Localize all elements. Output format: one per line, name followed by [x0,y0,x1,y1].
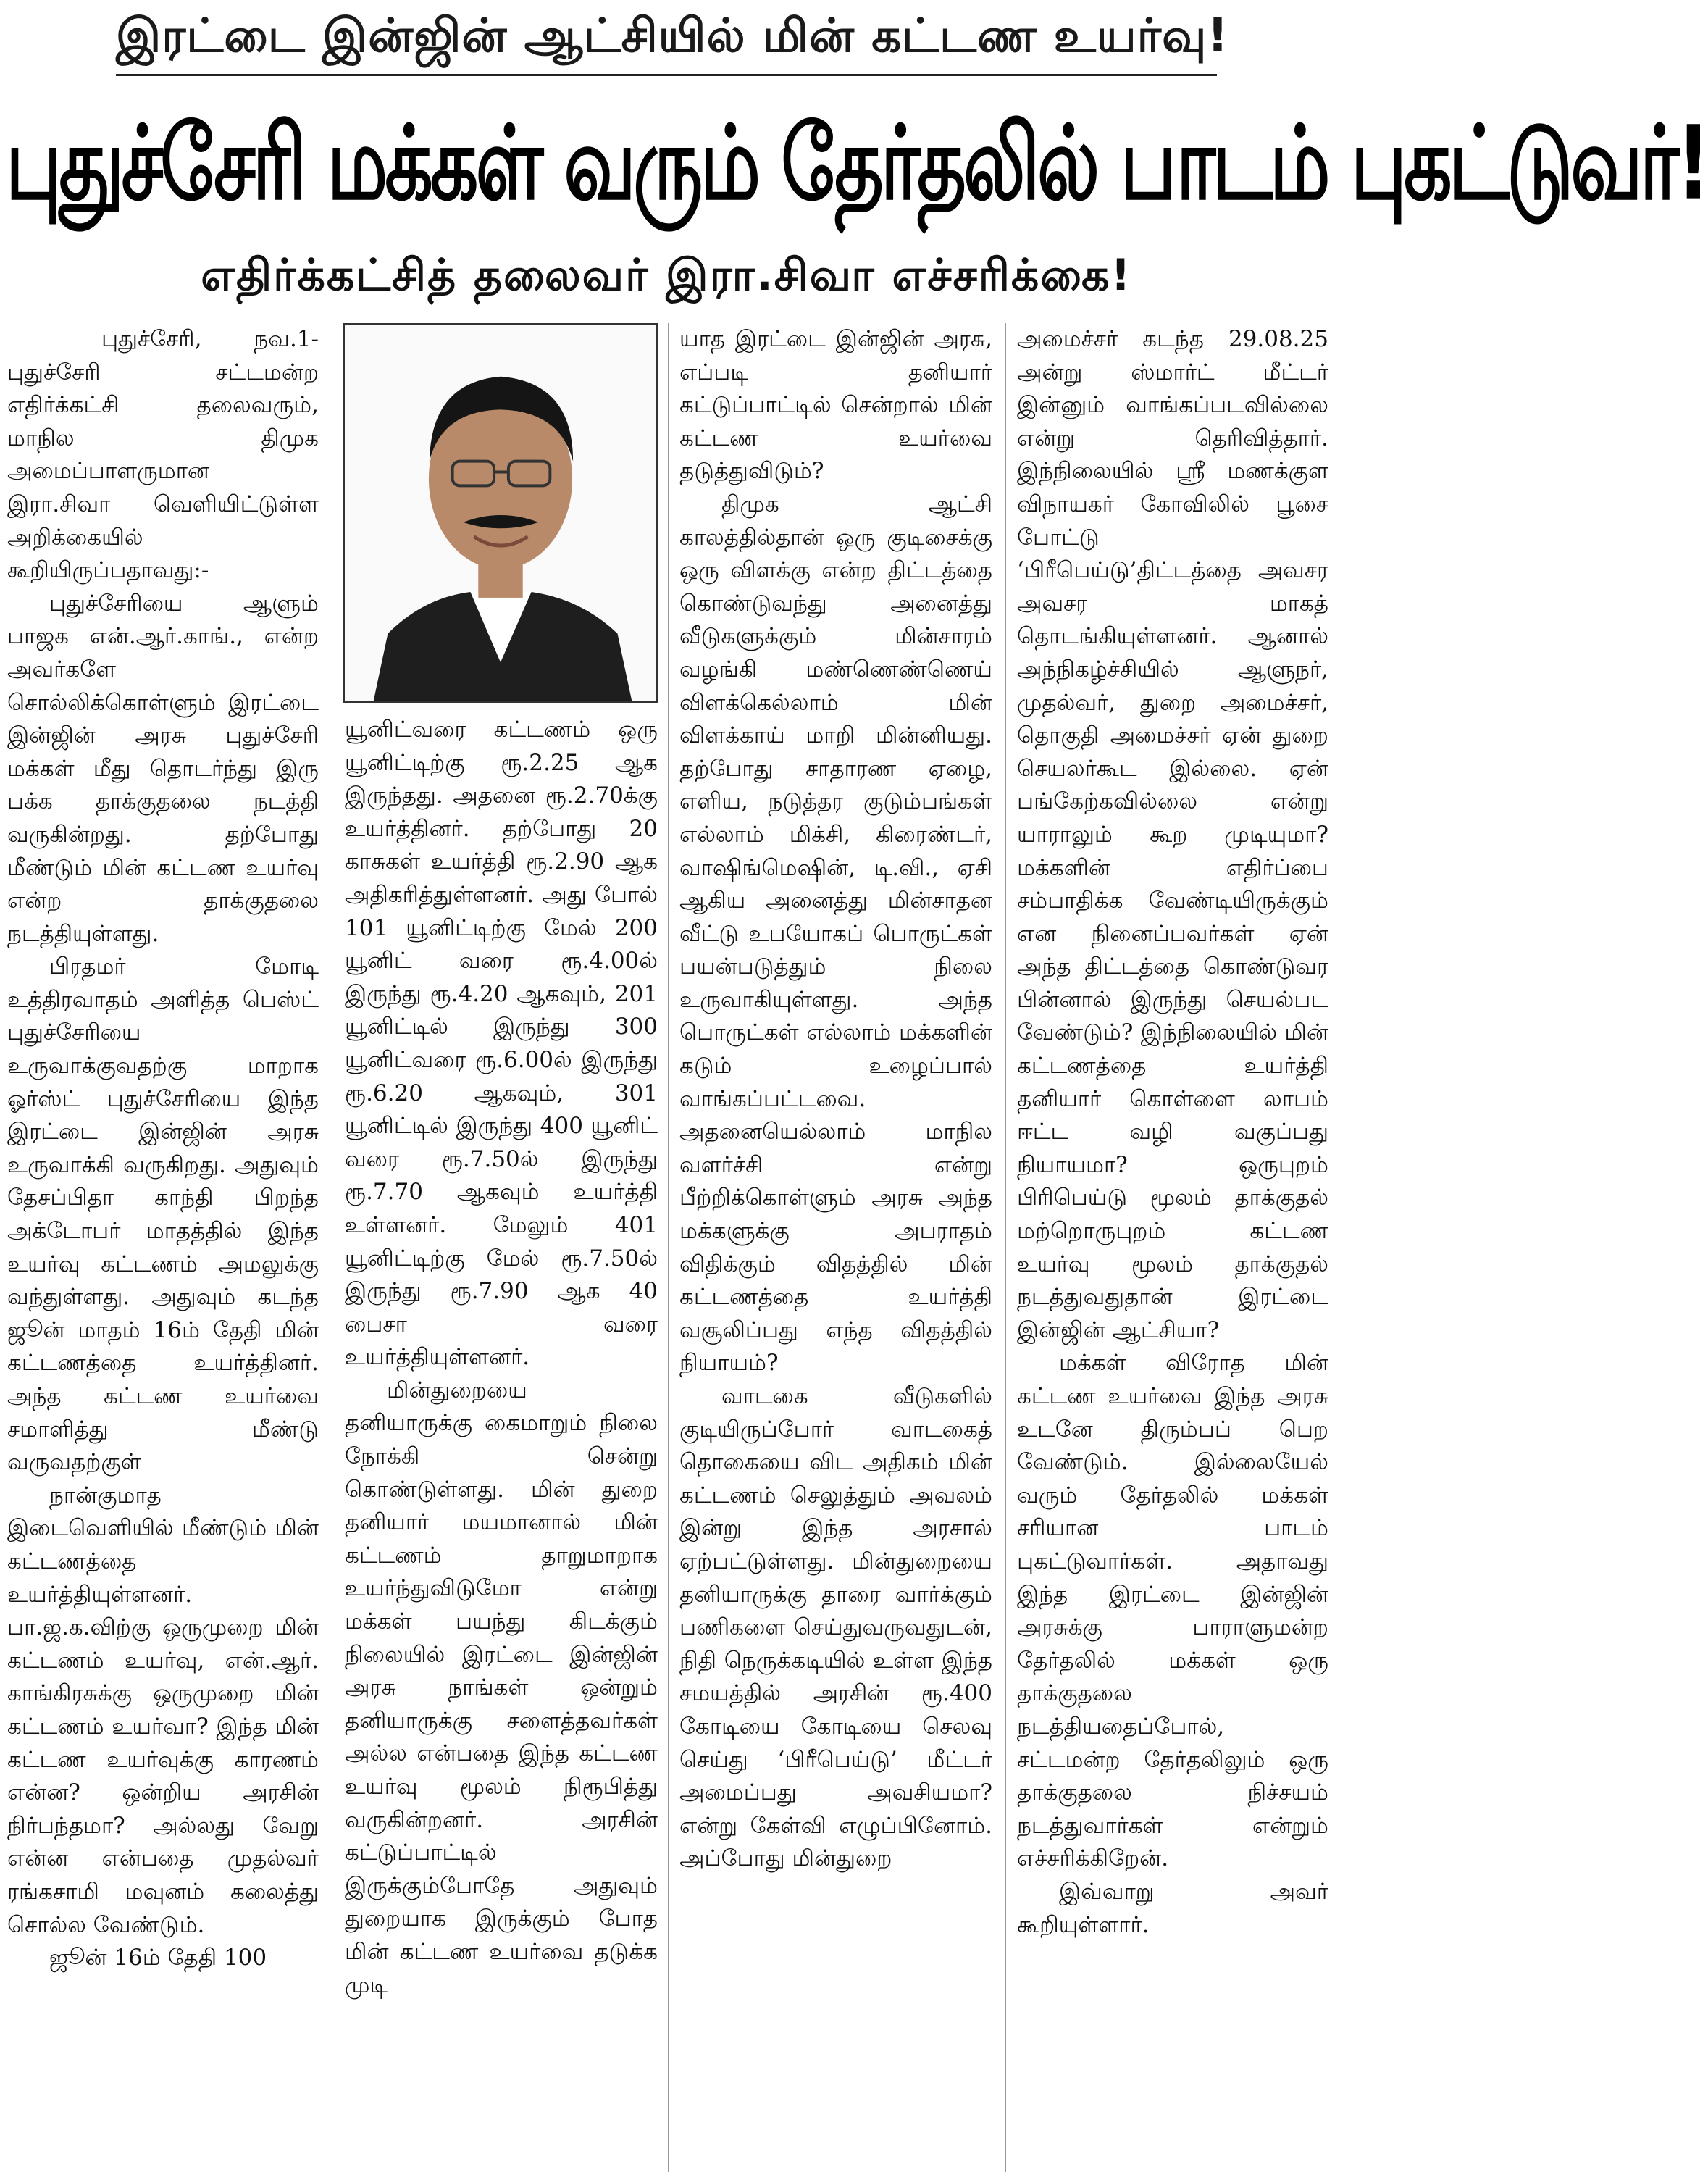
col1-para-2: புதுச்சேரியை ஆளும் பாஜக என்.ஆர்.காங்., என்ற அவர்களே சொல்லிக்கொள்ளும் இரட்டை இன்ஜின் அரசு புதுச்சேரி மக்கள் மீது தொடர்ந்து இரு பக்க தாக்குதலை நடத்தி வருகின்றது. தற்போது மீண்டும் மின் கட்டண உயர்வு என்ற தாக்குதலை நடத்தியுள்ளது. [7,590,319,947]
col3-para-1: யாத இரட்டை இன்ஜின் அரசு, எப்படி தனியார் கட்டுப்பாட்டில் சென்றால் மின் கட்டண உயர்வை தடுத்துவிடும்? [679,326,992,485]
kicker-underline [116,74,1217,76]
col1-para-4: நான்குமாத இடைவெளியில் மீண்டும் மின் கட்டணத்தை உயர்த்தியுள்ளனர். பா.ஜ.க.விற்கு ஒருமுறை மின் கட்டணம் உயர்வு, என்.ஆர். காங்கிரசுக்கு ஒருமுறை மின் கட்டணம் உயர்வா? இந்த மின் கட்டண உயர்வுக்கு காரணம் என்ன? ஒன்றிய அரசின் நிர்பந்தமா? அல்லது வேறு என்ன என்பதை முதல்வர் ரங்கசாமி மவுனம் கலைத்து சொல்ல வேண்டும். [7,1482,319,1938]
column-3 [679,323,992,2172]
col2-para-2: மின்துறையை தனியாருக்கு கைமாறும் நிலை நோக்கி சென்று கொண்டுள்ளது. மின் துறை தனியார் மயமானால் மின் கட்டணம் தாறுமாறாக உயர்ந்துவிடுமோ என்று மக்கள் பயந்து கிடக்கும் நிலையில் இரட்டை இன்ஜின் அரசு நாங்கள் ஒன்றும் தனியாருக்கு சளைத்தவர்கள் அல்ல என்பதை இந்த கட்டண உயர்வு மூலம் நிரூபித்து வருகின்றனர். அரசின் கட்டுப்பாட்டில் இருக்கும்போதே அதுவும் துறையாக இருக்கும் போத மின் கட்டண உயர்வை தடுக்க முடி [345,1377,658,1998]
column-divider-3 [1005,323,1006,2172]
col4-para-1: அமைச்சர் கடந்த 29.08.25 அன்று ஸ்மார்ட் மீட்டர் இன்னும் வாங்கப்படவில்லை என்று தெரிவித்தார். இந்நிலையில் ஸ்ரீ மணக்குள விநாயகர் கோவிலில் பூசை போட்டு ‘பிரீபெய்டு’திட்டத்தை அவசர அவசர மாகத் தொடங்கியுள்ளனர். ஆனால் அந்நிகழ்ச்சியில் ஆளுநர், முதல்வர், துறை அமைச்சர், தொகுதி அமைச்சர் ஏன் துறை செயலர்கூட இல்லை. ஏன் பங்கேற்கவில்லை என்று யாராலும் கூற முடியுமா? மக்களின் எதிர்ப்பை சம்பாதிக்க வேண்டியிருக்கும் என நினைப்பவர்கள் ஏன் அந்த திட்டத்தை கொண்டுவர பின்னால் இருந்து செயல்பட வேண்டும்? இந்நிலையில் மின் கட்டணத்தை உயர்த்தி தனியார் கொள்ளை லாபம் ஈட்ட வழி வகுப்பது நியாயமா? ஒருபுறம் பிரிபெய்டு மூலம் தாக்குதல் மற்றொருபுறம் கட்டண உயர்வு மூலம் தாக்குதல் நடத்துவதுதான் இரட்டை இன்ஜின் ஆட்சியா? [1017,326,1328,1343]
portrait-photo [343,323,658,703]
col1-para-5: ஜூன் 16ம் தேதி 100 [49,1945,267,1971]
column-2 [345,714,658,2172]
column-divider-2 [668,323,669,2172]
col1-para-3: பிரதமர் மோடி உத்திரவாதம் அளித்த பெஸ்ட் புதுச்சேரியை உருவாக்குவதற்கு மாறாக ஓர்ஸ்ட் புதுச்சேரியை இந்த இரட்டை இன்ஜின் அரசு உருவாக்கி வருகிறது. அதுவும் தேசப்பிதா காந்தி பிறந்த அக்டோபர் மாதத்தில் இந்த உயர்வு கட்டணம் அமலுக்கு வந்துள்ளது. அதுவும் கடந்த ஜூன் மாதம் 16ம் தேதி மின் கட்டணத்தை உயர்த்தினர். அந்த கட்டண உயர்வை சமாளித்து மீண்டு வருவதற்குள் [7,953,319,1476]
column-1 [7,323,319,2172]
column-4 [1017,323,1328,2172]
col2-para-1: யூனிட்வரை கட்டணம் ஒரு யூனிட்டிற்கு ரூ.2.25 ஆக இருந்தது. அதனை ரூ.2.70க்கு உயர்த்தினர். தற்போது 20 காசுகள் உயர்த்தி ரூ.2.90 ஆக அதிகரித்துள்ளனர். அது போல் 101 யூனிட்டிற்கு மேல் 200 யூனிட் வரை ரூ.4.00ல் இருந்து ரூ.4.20 ஆகவும், 201 யூனிட்டில் இருந்து 300 யூனிட்வரை ரூ.6.00ல் இருந்து ரூ.6.20 ஆகவும், 301 யூனிட்டில் இருந்து 400 யூனிட் வரை ரூ.7.50ல் இருந்து ரூ.7.70 ஆகவும் உயர்த்தி உள்ளனர். மேலும் 401 யூனிட்டிற்கு மேல் ரூ.7.50ல் இருந்து ரூ.7.90 ஆக 40 பைசா வரை உயர்த்தியுள்ளனர். [345,717,658,1371]
main-headline: புதுச்சேரி மக்கள் வரும் தேர்தலில் பாடம் புகட்டுவர்! [6,103,1708,223]
col4-para-2: மக்கள் விரோத மின் கட்டண உயர்வை இந்த அரசு உடனே திரும்பப் பெற வேண்டும். இல்லையேல் வரும் தேர்தலில் மக்கள் சரியான பாடம் புகட்டுவார்கள். அதாவது இந்த இரட்டை இன்ஜின் அரசுக்கு பாராளுமன்ற தேர்தலில் மக்கள் ஒரு தாக்குதலை நடத்தியதைப்போல், சட்டமன்ற தேர்தலிலும் ஒரு தாக்குதலை நிச்சயம் நடத்துவார்கள் என்றும் எச்சரிக்கிறேன். [1017,1350,1328,1872]
col4-para-3: இவ்வாறு அவர் கூறியுள்ளார். [1017,1878,1328,1938]
kicker-headline: இரட்டை இன்ஜின் ஆட்சியில் மின் கட்டண உயர்வு! [116,9,1229,63]
sub-headline: எதிர்க்கட்சித் தலைவர் இரா.சிவா எச்சரிக்கை! [201,250,1132,301]
col1-para-1: புதுச்சேரி, நவ.1- புதுச்சேரி சட்டமன்ற எதிர்க்கட்சி தலைவரும், மாநில திமுக அமைப்பாளருமான இரா.சிவா வெளியிட்டுள்ள அறிக்கையில் கூறியிருப்பதாவது:- [7,326,319,584]
portrait-illustration [345,325,656,701]
col3-para-2: திமுக ஆட்சி காலத்தில்தான் ஒரு குடிசைக்கு ஒரு விளக்கு என்ற திட்டத்தை கொண்டுவந்து அனைத்து வீடுகளுக்கும் மின்சாரம் வழங்கி மண்ணெண்ணெய் விளக்கெல்லாம் மின் விளக்காய் மாறி மின்னியது. தற்போது சாதாரண ஏழை, எளிய, நடுத்தர குடும்பங்கள் எல்லாம் மிக்சி, கிரைண்டர், வாஷிங்மெஷின், டி.வி., ஏசி ஆகிய அனைத்து மின்சாதன வீட்டு உபயோகப் பொருட்கள் பயன்படுத்தும் நிலை உருவாகியுள்ளது. அந்த பொருட்கள் எல்லாம் மக்களின் கடும் உழைப்பால் வாங்கப்பட்டவை. அதனையெல்லாம் மாநில வளர்ச்சி என்று பீற்றிக்கொள்ளும் அரசு அந்த மக்களுக்கு அபராதம் விதிக்கும் விதத்தில் மின் கட்டணத்தை உயர்த்தி வசூலிப்பது எந்த விதத்தில் நியாயம்? [679,490,992,1377]
col3-para-3: வாடகை வீடுகளில் குடியிருப்போர் வாடகைத் தொகையை விட அதிகம் மின் கட்டணம் செலுத்தும் அவலம் இன்று இந்த அரசால் ஏற்பட்டுள்ளது. மின்துறையை தனியாருக்கு தாரை வார்க்கும் பணிகளை செய்துவருவதுடன், நிதி நெருக்கடியில் உள்ள இந்த சமயத்தில் அரசின் ரூ.400 கோடியை கோடியை செலவு செய்து ‘பிரீபெய்டு’ மீட்டர் அமைப்பது அவசியமா? என்று கேள்வி எழுப்பினோம். அப்போது மின்துறை [679,1383,992,1872]
